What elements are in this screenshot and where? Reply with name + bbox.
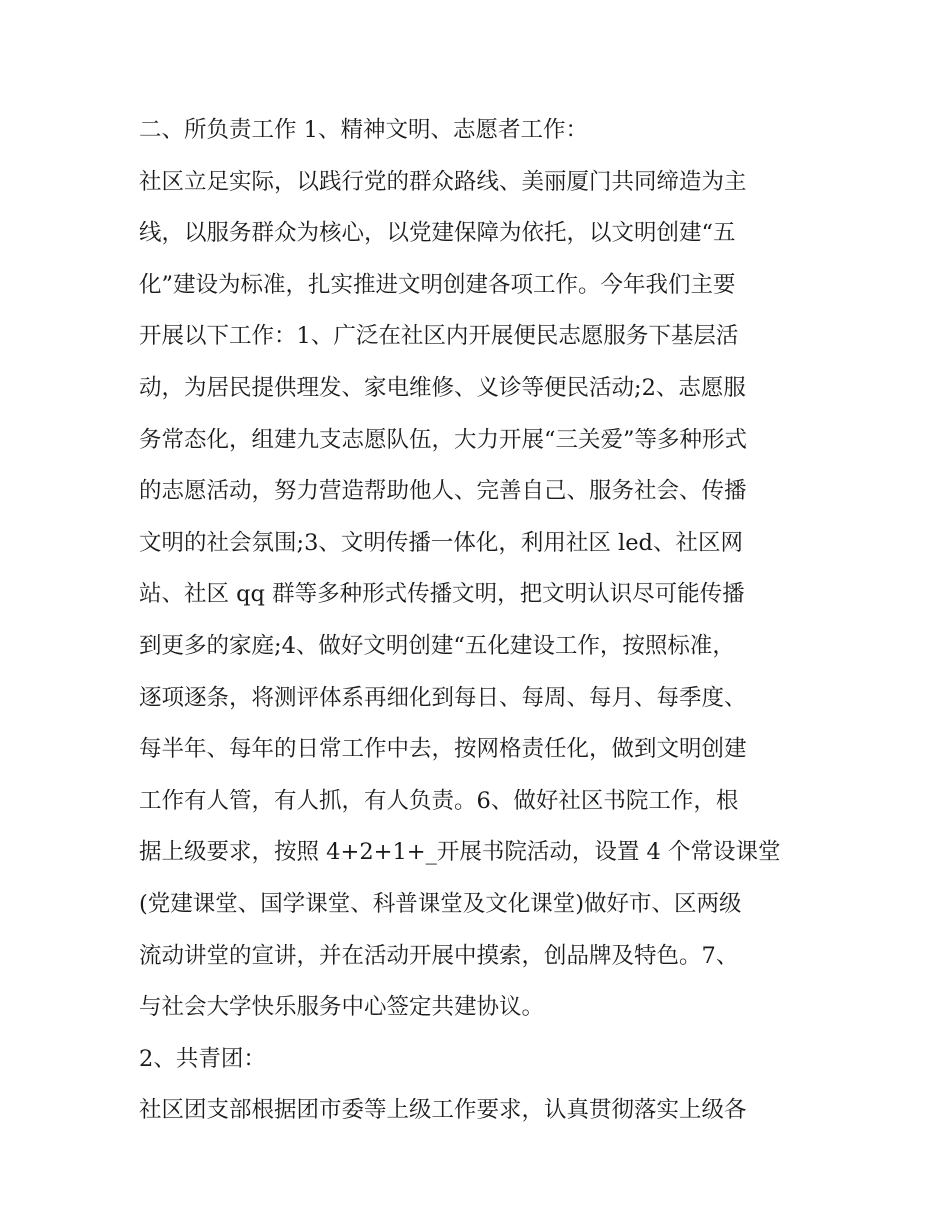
paragraph-line: 到更多的家庭;4、做好文明创建“五化建设工作，按照标准， bbox=[139, 632, 735, 659]
paragraph-line: 社区立足实际，以践行党的群众路线、美丽厦门共同缔造为主 bbox=[139, 168, 747, 195]
paragraph-line: 逐项逐条，将测评体系再细化到每日、每周、每月、每季度、 bbox=[139, 684, 747, 711]
paragraph-line: 文明的社会氛围;3、文明传播一体化，利用社区 led、社区网 bbox=[139, 529, 743, 556]
paragraph-line: 与社会大学快乐服务中心签定共建协议。 bbox=[139, 994, 545, 1021]
paragraph-line: 社区团支部根据团市委等上级工作要求，认真贯彻落实上级各 bbox=[139, 1097, 747, 1124]
paragraph-line: 线，以服务群众为核心，以党建保障为依托，以文明创建“五 bbox=[139, 220, 736, 247]
paragraph-line: 开展以下工作：1、广泛在社区内开展便民志愿服务下基层活 bbox=[139, 323, 739, 350]
paragraph-line: (党建课堂、国学课堂、科普课堂及文化课堂)做好市、区两级 bbox=[139, 890, 742, 917]
paragraph-line: 务常态化，组建九支志愿队伍，大力开展“三关爱”等多种形式 bbox=[139, 426, 748, 453]
paragraph-line: 流动讲堂的宣讲，并在活动开展中摸索，创品牌及特色。7、 bbox=[139, 942, 739, 969]
paragraph-line: 站、社区 qq 群等多种形式传播文明，把文明认识尽可能传播 bbox=[139, 581, 745, 608]
subsection-heading: 2、共青团： bbox=[139, 1045, 266, 1072]
paragraph-line: 动，为居民提供理发、家电维修、义诊等便民活动;2、志愿服 bbox=[139, 374, 746, 401]
paragraph-line: 的志愿活动，努力营造帮助他人、完善自己、服务社会、传播 bbox=[139, 478, 747, 505]
paragraph-line: 据上级要求，按照 4+2+1+_开展书院活动，设置 4 个常设课堂 bbox=[139, 839, 781, 866]
document-body bbox=[139, 108, 819, 1140]
paragraph-line: 每半年、每年的日常工作中去，按网格责任化，做到文明创建 bbox=[139, 736, 747, 763]
paragraph-line: 工作有人管，有人抓，有人负责。6、做好社区书院工作，根 bbox=[139, 787, 739, 814]
section-heading: 二、所负责工作 1、精神文明、志愿者工作： bbox=[139, 117, 588, 143]
paragraph-line: 化”建设为标准，扎实推进文明创建各项工作。今年我们主要 bbox=[139, 271, 736, 298]
